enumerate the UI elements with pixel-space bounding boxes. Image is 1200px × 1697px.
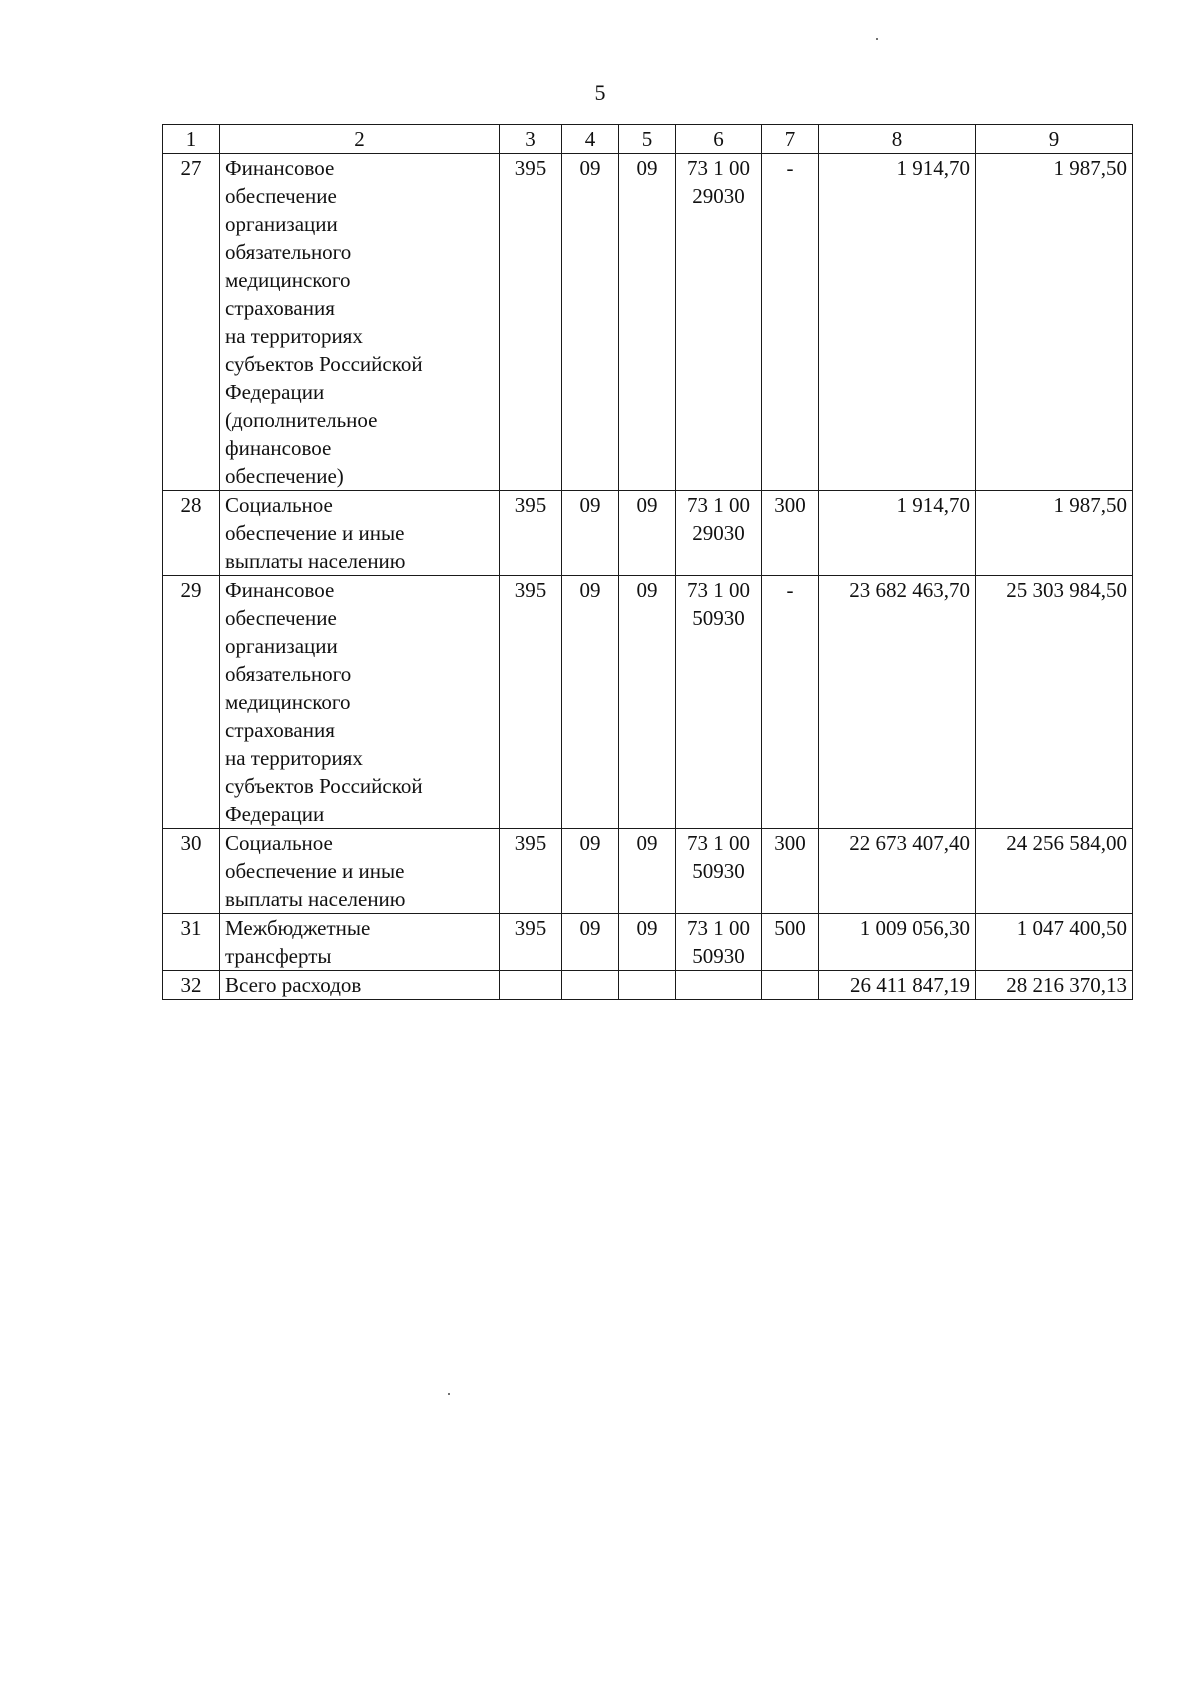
expense-type-cell: - bbox=[762, 576, 819, 829]
ministry-code-cell: 395 bbox=[500, 914, 562, 971]
row-number-cell: 29 bbox=[163, 576, 220, 829]
amount-year1-cell: 1 914,70 bbox=[819, 154, 976, 491]
row-number-cell: 32 bbox=[163, 971, 220, 1000]
table-row bbox=[163, 491, 1133, 576]
row-number-cell: 27 bbox=[163, 154, 220, 491]
subsection-code-cell: 09 bbox=[619, 491, 676, 576]
section-code-cell: 09 bbox=[562, 914, 619, 971]
header-cell: 4 bbox=[562, 125, 619, 154]
target-article-cell-line: 73 1 00 bbox=[687, 578, 750, 602]
header-cell: 6 bbox=[676, 125, 762, 154]
section-code-cell bbox=[562, 971, 619, 1000]
item-name-cell-line: Федерации bbox=[225, 802, 325, 826]
item-name-cell-line: обеспечение и иные bbox=[225, 859, 405, 883]
item-name-cell-line: обеспечение и иные bbox=[225, 521, 405, 545]
item-name-cell-line: субъектов Российской bbox=[225, 774, 423, 798]
item-name-cell-line: финансовое bbox=[225, 436, 332, 460]
expense-type-cell: 300 bbox=[762, 829, 819, 914]
ministry-code-cell: 395 bbox=[500, 576, 562, 829]
item-name-cell bbox=[220, 576, 500, 829]
target-article-cell-line: 73 1 00 bbox=[687, 493, 750, 517]
target-article-cell-line: 29030 bbox=[692, 521, 745, 545]
item-name-cell-line: обеспечение bbox=[225, 184, 337, 208]
amount-year2-cell: 1 047 400,50 bbox=[976, 914, 1133, 971]
table-row bbox=[163, 829, 1133, 914]
table-body bbox=[163, 154, 1133, 1000]
header-cell: 1 bbox=[163, 125, 220, 154]
item-name-cell-line: организации bbox=[225, 212, 338, 236]
subsection-code-cell: 09 bbox=[619, 576, 676, 829]
subsection-code-cell: 09 bbox=[619, 829, 676, 914]
scan-speck bbox=[448, 1393, 450, 1395]
expense-type-cell: - bbox=[762, 154, 819, 491]
header-cell: 7 bbox=[762, 125, 819, 154]
row-number-cell: 28 bbox=[163, 491, 220, 576]
item-name-cell-line: Финансовое bbox=[225, 578, 335, 602]
item-name-cell-line: Социальное bbox=[225, 831, 333, 855]
subsection-code-cell: 09 bbox=[619, 914, 676, 971]
amount-year2-cell: 25 303 984,50 bbox=[976, 576, 1133, 829]
table-row bbox=[163, 154, 1133, 491]
expense-type-cell: 300 bbox=[762, 491, 819, 576]
amount-year1-cell: 23 682 463,70 bbox=[819, 576, 976, 829]
item-name-cell-line: трансферты bbox=[225, 944, 332, 968]
expense-type-cell bbox=[762, 971, 819, 1000]
item-name-cell-line: обязательного bbox=[225, 662, 352, 686]
item-name-cell bbox=[220, 971, 500, 1000]
item-name-cell-line: обязательного bbox=[225, 240, 352, 264]
subsection-code-cell bbox=[619, 971, 676, 1000]
section-code-cell: 09 bbox=[562, 576, 619, 829]
amount-year1-cell: 22 673 407,40 bbox=[819, 829, 976, 914]
item-name-cell-line: Социальное bbox=[225, 493, 333, 517]
section-code-cell: 09 bbox=[562, 829, 619, 914]
row-number-cell: 30 bbox=[163, 829, 220, 914]
target-article-cell bbox=[676, 829, 762, 914]
section-code-cell: 09 bbox=[562, 154, 619, 491]
row-number-cell: 31 bbox=[163, 914, 220, 971]
page-number: 5 bbox=[594, 80, 606, 105]
item-name-cell-line: страхования bbox=[225, 718, 335, 742]
target-article-cell-line: 50930 bbox=[692, 606, 745, 630]
table-row bbox=[163, 576, 1133, 829]
header-cell: 8 bbox=[819, 125, 976, 154]
item-name-cell-line: Всего расходов bbox=[225, 973, 362, 997]
scan-speck bbox=[876, 38, 878, 40]
target-article-cell-line: 73 1 00 bbox=[687, 156, 750, 180]
item-name-cell bbox=[220, 914, 500, 971]
ministry-code-cell bbox=[500, 971, 562, 1000]
amount-year1-cell: 1 009 056,30 bbox=[819, 914, 976, 971]
subsection-code-cell: 09 bbox=[619, 154, 676, 491]
item-name-cell bbox=[220, 154, 500, 491]
item-name-cell-line: на территориях bbox=[225, 324, 363, 348]
header-cell: 5 bbox=[619, 125, 676, 154]
target-article-cell-line: 73 1 00 bbox=[687, 831, 750, 855]
item-name-cell-line: выплаты населению bbox=[225, 549, 406, 573]
item-name-cell-line: Федерации bbox=[225, 380, 325, 404]
budget-table bbox=[162, 124, 1133, 1000]
target-article-cell bbox=[676, 914, 762, 971]
item-name-cell-line: выплаты населению bbox=[225, 887, 406, 911]
header-cell: 9 bbox=[976, 125, 1133, 154]
item-name-cell-line: Межбюджетные bbox=[225, 916, 371, 940]
target-article-cell bbox=[676, 576, 762, 829]
target-article-cell-line: 29030 bbox=[692, 184, 745, 208]
target-article-cell-line: 50930 bbox=[692, 859, 745, 883]
target-article-cell-line: 73 1 00 bbox=[687, 916, 750, 940]
amount-year2-cell: 1 987,50 bbox=[976, 491, 1133, 576]
target-article-cell bbox=[676, 154, 762, 491]
header-cell: 3 bbox=[500, 125, 562, 154]
table-row bbox=[163, 914, 1133, 971]
item-name-cell-line: медицинского bbox=[225, 690, 351, 714]
amount-year2-cell: 1 987,50 bbox=[976, 154, 1133, 491]
amount-year2-cell: 28 216 370,13 bbox=[976, 971, 1133, 1000]
expense-type-cell: 500 bbox=[762, 914, 819, 971]
section-code-cell: 09 bbox=[562, 491, 619, 576]
item-name-cell-line: субъектов Российской bbox=[225, 352, 423, 376]
table-row bbox=[163, 971, 1133, 1000]
header-cell: 2 bbox=[220, 125, 500, 154]
item-name-cell bbox=[220, 491, 500, 576]
item-name-cell-line: обеспечение bbox=[225, 606, 337, 630]
item-name-cell-line: на территориях bbox=[225, 746, 363, 770]
ministry-code-cell: 395 bbox=[500, 154, 562, 491]
target-article-cell bbox=[676, 971, 762, 1000]
item-name-cell-line: страхования bbox=[225, 296, 335, 320]
amount-year1-cell: 1 914,70 bbox=[819, 491, 976, 576]
item-name-cell bbox=[220, 829, 500, 914]
ministry-code-cell: 395 bbox=[500, 491, 562, 576]
target-article-cell-line: 50930 bbox=[692, 944, 745, 968]
ministry-code-cell: 395 bbox=[500, 829, 562, 914]
item-name-cell-line: Финансовое bbox=[225, 156, 335, 180]
item-name-cell-line: обеспечение) bbox=[225, 464, 344, 488]
amount-year1-cell: 26 411 847,19 bbox=[819, 971, 976, 1000]
header-row bbox=[163, 125, 1133, 154]
item-name-cell-line: (дополнительное bbox=[225, 408, 378, 432]
item-name-cell-line: медицинского bbox=[225, 268, 351, 292]
target-article-cell bbox=[676, 491, 762, 576]
item-name-cell-line: организации bbox=[225, 634, 338, 658]
amount-year2-cell: 24 256 584,00 bbox=[976, 829, 1133, 914]
